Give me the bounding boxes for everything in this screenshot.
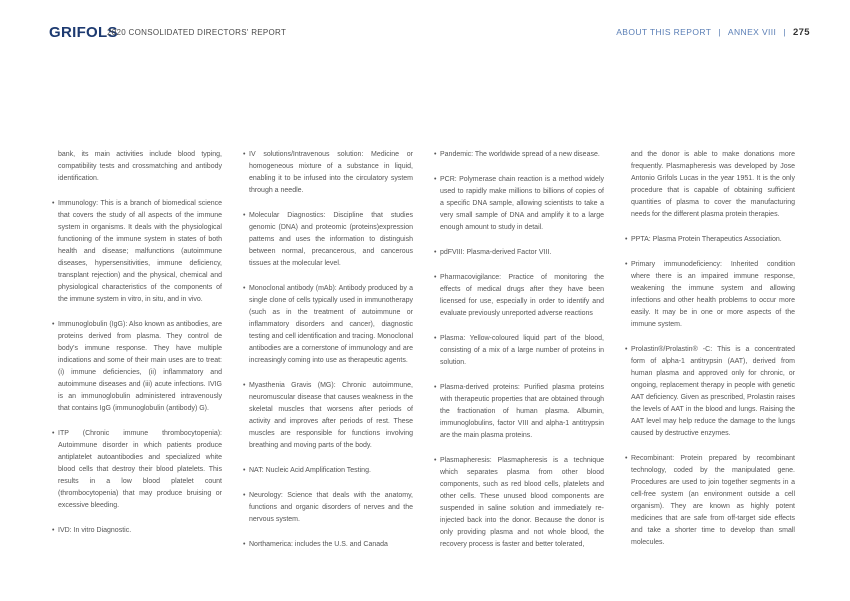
glossary-entry-text: Immunology: This is a branch of biomedical science that covers the study of all aspects of the immune system in organisms. It deals with the physiological functioning of the immune system in states of both health and disease; malfunctions (autoimmune diseases, hypersensitivities, immune deficiency, transplant rejection) and the physical, chemical and physiological characteristics of the components of the immune system in vitro, in situ, and in vivo.	[58, 200, 222, 303]
bullet-icon: •	[625, 236, 628, 243]
nav-separator: |	[718, 27, 721, 37]
bullet-icon: •	[434, 176, 437, 183]
bullet-icon: •	[625, 455, 628, 462]
glossary-entry-text: PPTA: Plasma Protein Therapeutics Association.	[631, 236, 782, 243]
bullet-icon: •	[243, 212, 246, 219]
bullet-icon: •	[52, 200, 55, 207]
nav-separator: |	[783, 27, 786, 37]
bullet-icon: •	[434, 249, 437, 256]
glossary-entry	[52, 319, 222, 415]
glossary-entry-text: Monoclonal antibody (mAb): Antibody produced by a single clone of cells typically used in immunotherapy (such as in the treatment of autoimmune or inflammatory disorders and cancer), diagnostic testing and cell identification and tracing. Monoclonal antibodies are a cornerstone of immunology and are increasingly coming into use as therapeutic agents.	[249, 285, 413, 364]
glossary-entry	[243, 490, 413, 526]
glossary-entry	[243, 465, 413, 477]
glossary-entry-text: ITP (Chronic immune thrombocytopenia): Autoimmune disorder in which patients produce antiplatelet autoantibodies and specialized white blood cells that destroy their blood platelets. This results in a low blood platelet count (thrombocytopenia) that may produce bruising or excessive bleeding.	[58, 430, 222, 509]
glossary-entry	[625, 234, 795, 246]
glossary-entry	[52, 428, 222, 512]
bullet-icon: •	[243, 151, 246, 158]
bullet-icon: •	[52, 321, 55, 328]
nav-about-this-report[interactable]: ABOUT THIS REPORT	[616, 27, 712, 37]
glossary-entry-text: Neurology: Science that deals with the anatomy, functions and organic disorders of nerves and the nervous system.	[249, 492, 413, 523]
page-header	[0, 0, 850, 50]
glossary-column-4	[625, 149, 795, 562]
page-number: 275	[792, 27, 810, 38]
glossary-entry-text: Immunoglobulin (IgG): Also known as antibodies, are proteins derived from plasma. They control de body's immune response. They have multiple indications and some of their main uses are to treat: (i) immune deficiencies, (ii) inflammatory and autoimmune diseases and (iii) acute infections. IVIG is an immunoglobulin administered intravenously that contains IgG (immunoglobulin (antibody) G).	[58, 321, 222, 412]
glossary-entry	[243, 210, 413, 270]
glossary-entry	[52, 525, 222, 537]
glossary-column-3	[434, 149, 604, 564]
bullet-icon: •	[243, 285, 246, 292]
glossary-entry-text: Pandemic: The worldwide spread of a new disease.	[440, 151, 600, 158]
glossary-entry-text: Northamerica: includes the U.S. and Canada	[249, 541, 388, 548]
glossary-entry-text: NAT: Nucleic Acid Amplification Testing.	[249, 467, 371, 474]
glossary-entry	[52, 198, 222, 306]
glossary-entry	[434, 333, 604, 369]
glossary-entry-text: IV solutions/Intravenous solution: Medicine or homogeneous mixture of a substance in liquid, enabling it to be infused into the circulatory system through a needle.	[249, 151, 413, 194]
glossary-entry	[243, 380, 413, 452]
glossary-entry	[434, 149, 604, 161]
glossary-entry	[243, 283, 413, 367]
glossary-entry-text: Plasma-derived proteins: Purified plasma proteins with therapeutic properties that are obtained through the fractionation of human plasma. Albumin, immunoglobulins, factor VIII and alpha-1 antitrypsin are the main plasma proteins.	[440, 384, 604, 439]
glossary-entry-text: Molecular Diagnostics: Discipline that studies genomic (DNA) and proteomic (proteins)expression patterns and uses the information to distinguish between normal, precancerous, and cancerous tissues at the molecular level.	[249, 212, 413, 267]
bullet-icon: •	[434, 457, 437, 464]
bullet-icon: •	[625, 261, 628, 268]
grifols-logo[interactable]: GRIFOLS	[49, 24, 118, 41]
bullet-icon: •	[243, 541, 246, 548]
glossary-entry-text: Myasthenia Gravis (MG): Chronic autoimmune, neuromuscular disease that causes weakness in the skeletal muscles that worsens after periods of activity and improves after periods of rest. These muscles are responsible for functions involving breathing and moving parts of the body.	[249, 382, 413, 449]
report-title: 2020 CONSOLIDATED DIRECTORS' REPORT	[107, 28, 287, 37]
glossary-entry	[434, 247, 604, 259]
bullet-icon: •	[434, 274, 437, 281]
glossary-entry	[243, 149, 413, 197]
glossary-column-1	[52, 149, 222, 550]
glossary-entry-text: Pharmacovigilance: Practice of monitoring the effects of medical drugs after they have been licensed for use, especially in order to identify and evaluate previously unreported adverse reactions	[440, 274, 604, 317]
glossary-entry-text: Primary immunodeficiency: Inherited condition where there is an impaired immune response, weakening the immune system and allowing infections and other health problems to occur more easily. It may be in one or more aspects of the immune system.	[631, 261, 795, 328]
glossary-entry	[243, 539, 413, 551]
bullet-icon: •	[243, 467, 246, 474]
glossary-entry-text: IVD: In vitro Diagnostic.	[58, 527, 132, 534]
bullet-icon: •	[625, 346, 628, 353]
glossary-entry-text: PCR: Polymerase chain reaction is a method widely used to rapidly make millions to billions of copies of a specific DNA sample, allowing scientists to take a very small sample of DNA and amplify it to a large enough amount to study in detail.	[440, 176, 604, 231]
glossary-entry	[625, 344, 795, 440]
nav-annex[interactable]: ANNEX VIII	[727, 27, 777, 37]
bullet-icon: •	[52, 527, 55, 534]
bullet-icon: •	[243, 492, 246, 499]
glossary-entry	[434, 455, 604, 551]
bullet-icon: •	[243, 382, 246, 389]
glossary-column-2	[243, 149, 413, 564]
glossary-entry-text: Prolastin®/Prolastin® -C: This is a concentrated form of alpha-1 antitrypsin (AAT), derived from human plasma and approved only for chronic, or ongoing, replacement therapy in people with genetic AAT deficiency. Given as prescribed, Prolastin raises the levels of AAT in the blood and lungs. Raising the AAT level may help reduce the damage to the lungs caused by destructive enzymes.	[631, 346, 795, 437]
glossary-entry	[625, 453, 795, 549]
glossary-entry-text: Recombinant: Protein prepared by recombinant technology, coded by the manipulated gene. Procedures are used to join together segments in a cell-free system (an environment outside a cell organism). They are known as highly potent medicines that are safe from off-target side effects and take a shorter time to develop than small molecules.	[631, 455, 795, 546]
glossary-entry-text: pdFVIII: Plasma-derived Factor VIII.	[440, 249, 552, 256]
header-nav	[616, 27, 810, 38]
bullet-icon: •	[52, 430, 55, 437]
glossary-continuation-text: and the donor is able to make donations more frequently. Plasmapheresis was developed by Jose Antonio Grifols Lucas in the year 1951. It is the only procedure that is capable of obtaining sufficient quantities of plasma to cover the manufacturing needs for the different plasma protein therapies.	[631, 151, 795, 218]
glossary-entry	[434, 382, 604, 442]
bullet-icon: •	[434, 151, 437, 158]
bullet-icon: •	[434, 384, 437, 391]
glossary-entry	[625, 259, 795, 331]
glossary-entry-text: Plasmapheresis: Plasmapheresis is a technique which separates plasma from other blood components, such as red blood cells, platelets and other cells. These unused blood components are suspended in saline solution and immediately re-injected back into the donor. Because the donor is only providing plasma and not whole blood, the recovery process is faster and better tolerated,	[440, 457, 604, 548]
glossary-entry-text: Plasma: Yellow-coloured liquid part of the blood, consisting of a mix of a large number of proteins in solution.	[440, 335, 604, 366]
bullet-icon: •	[434, 335, 437, 342]
glossary-entry	[434, 272, 604, 320]
glossary-entry	[434, 174, 604, 234]
glossary-continuation-text: bank, its main activities include blood typing, compatibility tests and crossmatching and antibody identification.	[58, 151, 222, 182]
